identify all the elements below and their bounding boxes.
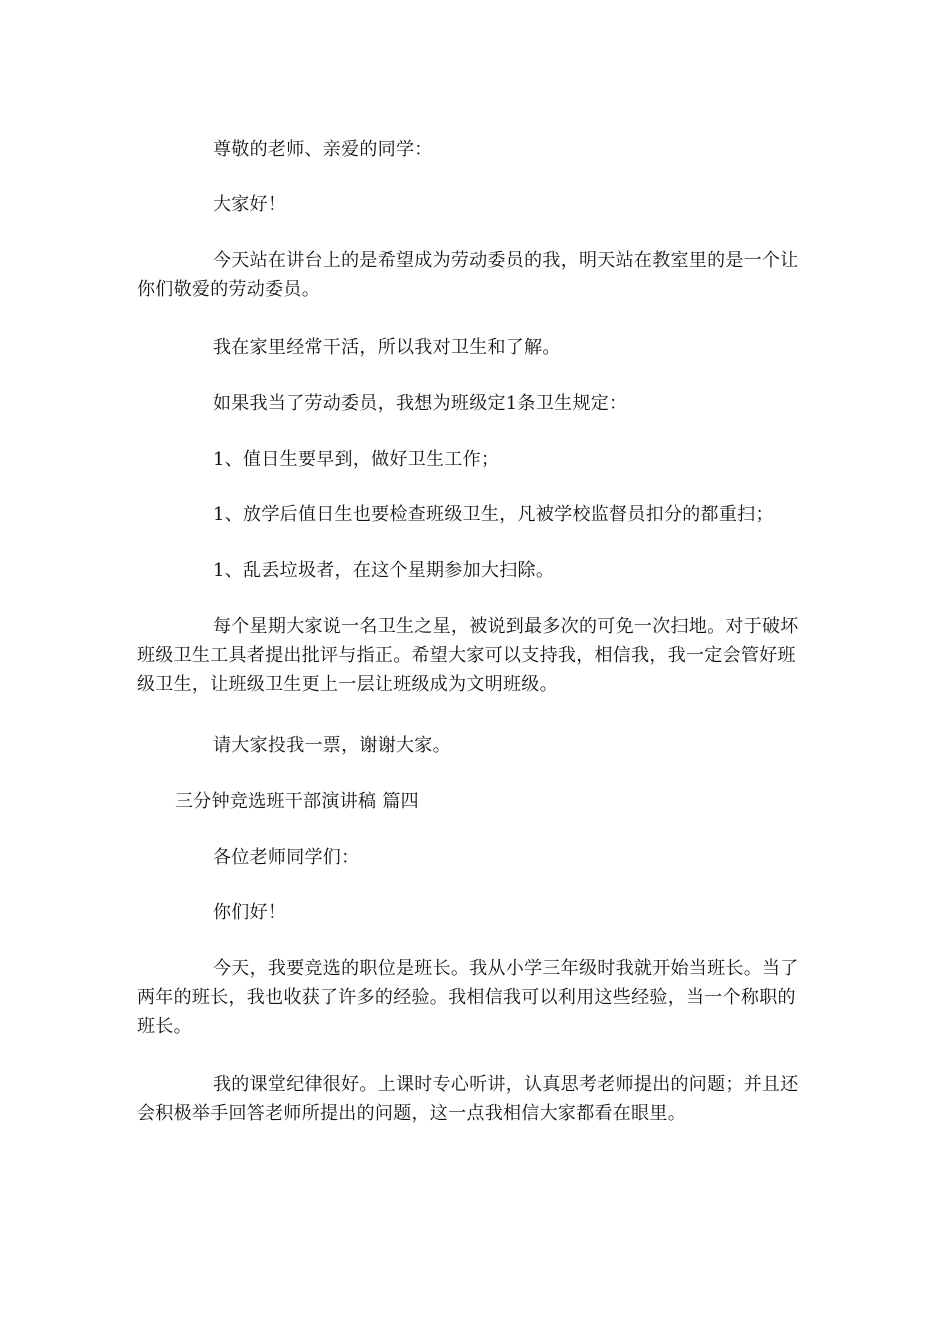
body-paragraph: 今天，我要竞选的职位是班长。我从小学三年级时我就开始当班长。当了两年的班长，我也收获了许多的经验。我相信我可以利用这些经验，当一个称职的班长。 [137, 958, 799, 1037]
rule-item: 1、乱丢垃圾者，在这个星期参加大扫除。 [213, 560, 555, 581]
body-paragraph: 如果我当了劳动委员，我想为班级定1条卫生规定： [213, 393, 628, 414]
rule-item: 1、值日生要早到，做好卫生工作； [213, 449, 500, 470]
rule-item: 1、放学后值日生也要检查班级卫生，凡被学校监督员扣分的都重扫； [213, 504, 774, 525]
hello-paragraph: 大家好！ [213, 194, 287, 215]
body-paragraph: 我的课堂纪律很好。上课时专心听讲，认真思考老师提出的问题；并且还会积极举手回答老师所提出的问题，这一点我相信大家都看在眼里。 [137, 1074, 799, 1124]
body-paragraph: 今天站在讲台上的是希望成为劳动委员的我，明天站在教室里的是一个让你们敬爱的劳动委员。 [137, 250, 799, 300]
closing-paragraph: 请大家投我一票，谢谢大家。 [213, 735, 451, 756]
body-paragraph: 每个星期大家说一名卫生之星，被说到最多次的可免一次扫地。对于破坏班级卫生工具者提出批评与指正。希望大家可以支持我，相信我，我一定会管好班级卫生，让班级卫生更上一层让班级成为文明班级。 [137, 616, 799, 695]
hello-paragraph: 你们好！ [213, 902, 287, 923]
greeting-paragraph: 尊敬的老师、亲爱的同学： [213, 139, 433, 160]
body-paragraph: 我在家里经常干活，所以我对卫生和了解。 [213, 337, 561, 358]
greeting-paragraph: 各位老师同学们： [213, 847, 360, 868]
section-heading: 三分钟竞选班干部演讲稿 篇四 [175, 791, 419, 812]
